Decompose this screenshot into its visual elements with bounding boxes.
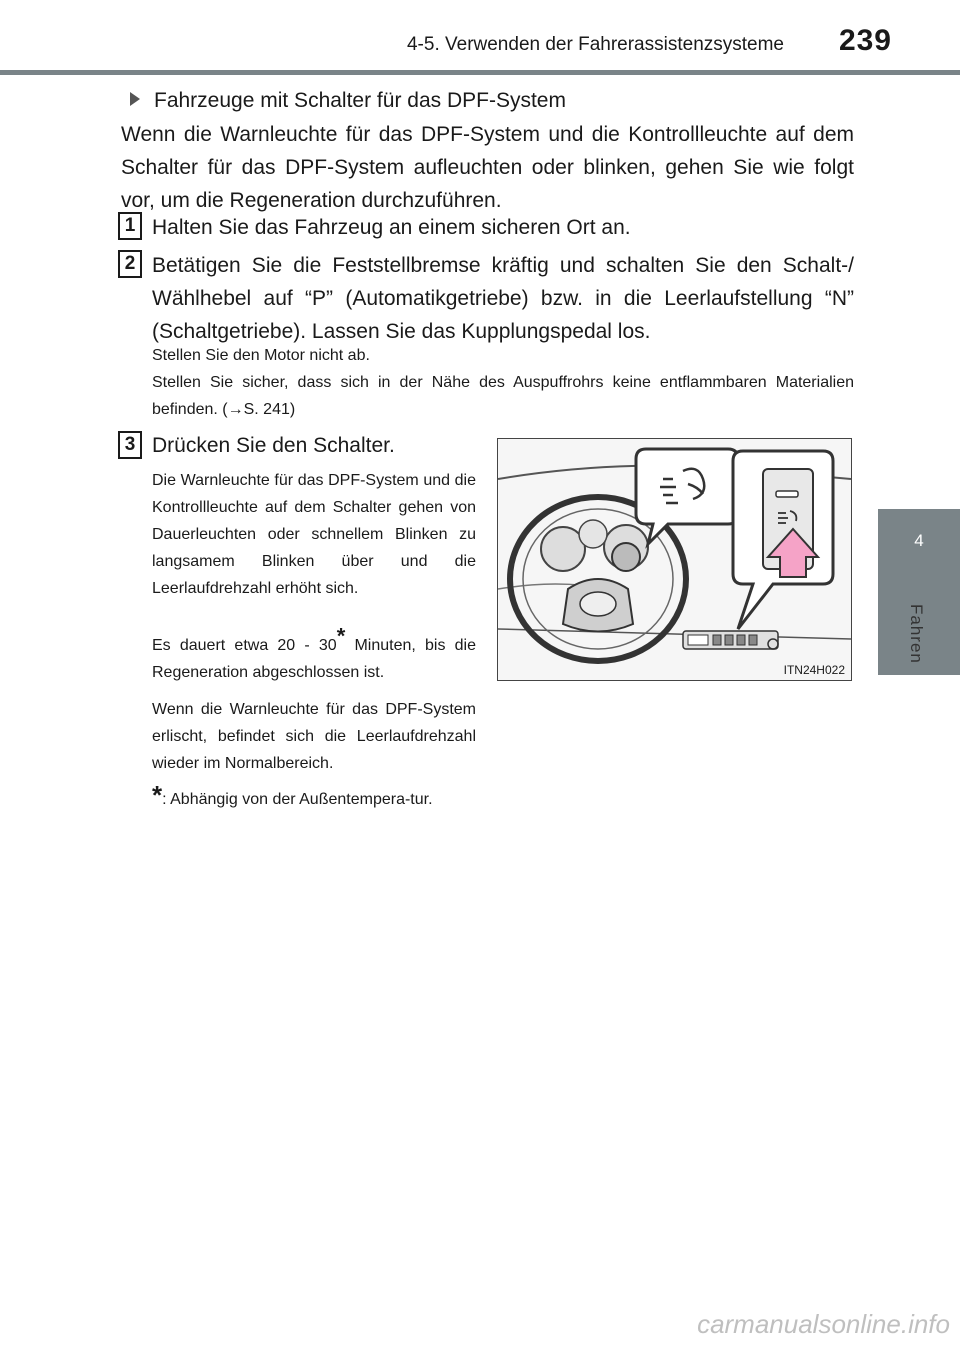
step3-note-2-a: Es dauert etwa 20 - 30 [152, 637, 337, 654]
step-text-3: Drücken Sie den Schalter. [152, 434, 395, 457]
intro-paragraph: Wenn die Warnleuchte für das DPF-System und die Kontrollleuchte auf dem Schalter für das DPF-System aufleuchten oder blinken, gehen Sie wie folgt vor, um die Regeneration durchzuführen. [121, 123, 854, 212]
footnote-asterisk: * [152, 780, 163, 810]
step3-note-3: Wenn die Warnleuchte für das DPF-System erlischt, befindet sich die Leerlaufdrehzahl wieder im Normalbereich. [152, 701, 476, 772]
footnote [152, 780, 476, 813]
triangle-bullet-icon [130, 92, 140, 106]
step-text-1: Halten Sie das Fahrzeug an einem sicheren Ort an. [152, 216, 631, 239]
dashboard-illustration [497, 438, 852, 681]
watermark-text: carmanualsonline.info [697, 1309, 950, 1339]
step2-note-2: Stellen Sie sicher, dass sich in der Nähe des Auspuffrohrs keine entflammbaren Materialien befinden. (→S. 241) [152, 374, 854, 418]
step3-note-1: Die Warnleuchte für das DPF-System und die Kontrollleuchte auf dem Schalter gehen von Dauerleuchten oder schnellem Blinken zu langsamem Blinken über und die Leerlaufdrehzahl erhöht sich. [152, 472, 476, 597]
page-number: 239 [838, 24, 892, 57]
step3-note-2-b: Minuten, bis die Regeneration abgeschlossen ist. [152, 637, 476, 681]
step-number-1: 1 [118, 212, 142, 240]
step3-note-2 [152, 623, 476, 686]
step-text-2: Betätigen Sie die Feststellbremse kräftig und schalten Sie den Schalt-/ Wählhebel auf “P” (Automatikgetriebe) bzw. in die Leerlaufstellung “N” (Schaltgetriebe). Lassen Sie das Kupplungspedal los. [152, 254, 854, 343]
subheading [130, 86, 566, 116]
step-number-3: 3 [118, 431, 142, 459]
dashboard-drawing [498, 439, 851, 680]
footnote-text: : Abhängig von der Außentempera-tur. [162, 791, 433, 808]
section-title: 4-5. Verwenden der Fahrerassistenzsysteme [406, 34, 784, 55]
subheading-text: Fahrzeuge mit Schalter für das DPF-System [154, 89, 566, 112]
header-divider [0, 70, 960, 75]
step2-note-1: Stellen Sie den Motor nicht ab. [152, 347, 370, 364]
figure-code: ITN24H022 [783, 663, 845, 677]
chapter-label: Fahren [907, 604, 926, 664]
step-number-2: 2 [118, 250, 142, 278]
chapter-number: 4 [914, 531, 924, 550]
asterisk-marker: * [336, 623, 346, 649]
